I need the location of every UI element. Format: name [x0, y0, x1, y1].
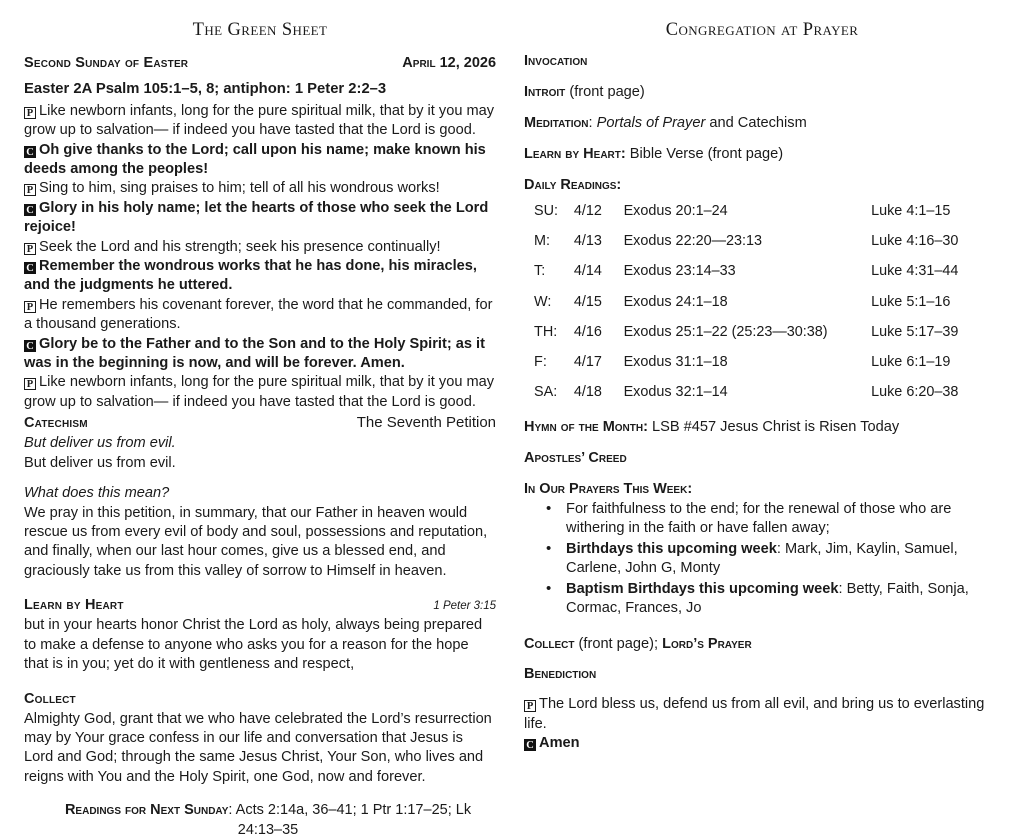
table-row — [524, 348, 1000, 378]
order-item-apostles-creed — [524, 449, 1000, 468]
pastor-marker-icon: P — [24, 243, 36, 255]
introit-label: Introit — [524, 84, 566, 101]
reading-day: F: — [534, 354, 547, 371]
left-column — [16, 20, 508, 838]
prayer-bullet-list — [524, 500, 1000, 618]
order-item-daily-readings — [524, 176, 1000, 195]
table-row — [524, 226, 1000, 256]
right-banner-title: Congregation at Prayer — [665, 20, 859, 40]
reading-date: 4/15 — [573, 293, 602, 310]
learn-by-heart-heading: Learn by Heart — [24, 597, 124, 614]
psalm-verse-text: Like newborn infants, long for the pure spiritual milk, that by it you may grow up to salvation— if indeed you have tasted that the Lord is good. — [24, 374, 495, 410]
order-item-invocation — [524, 52, 1000, 71]
reading-day: T: — [534, 263, 546, 280]
daily-readings-table — [524, 196, 1000, 408]
reading-ot: Exodus 25:1–22 (25:23—30:38) — [623, 323, 828, 340]
learn-by-heart-label: Learn by Heart: — [524, 146, 626, 163]
psalm-verse-list — [24, 102, 496, 413]
reading-date: 4/13 — [573, 232, 602, 249]
learn-by-heart-text: but in your hearts honor Christ the Lord as holy, always being prepared to make a defense to anyone who asks you for a reason for the hope that is in you; yet do it with gentleness and respect, — [24, 617, 483, 673]
order-item-benediction — [524, 665, 1000, 684]
psalm-verse-text: Seek the Lord and his strength; seek his presence continually! — [39, 238, 441, 255]
benediction-verse — [524, 695, 1000, 734]
next-sunday-text: : Acts 2:14a, 36–41; 1 Ptr 1:17–25; Lk 24:13–35 — [228, 802, 472, 838]
order-item-prayers — [524, 480, 1000, 499]
catechism-question: What does this mean? — [24, 485, 170, 502]
learn-by-heart-note: Bible Verse (front page) — [625, 146, 784, 163]
reading-date: 4/14 — [573, 263, 602, 280]
catechism-heading: Catechism — [24, 415, 88, 432]
psalm-verse-text: Glory in his holy name; let the hearts of those who seek the Lord rejoice! — [24, 199, 489, 236]
table-row — [524, 287, 1000, 317]
meditation-colon: : — [588, 115, 593, 132]
reading-ot: Exodus 32:1–14 — [623, 384, 728, 401]
pastor-marker-icon: P — [24, 301, 36, 313]
congregation-marker-icon: C — [524, 739, 536, 751]
psalm-verse — [24, 296, 496, 335]
catechism-petition-label: The Seventh Petition — [356, 414, 497, 432]
list-item — [546, 500, 1000, 539]
catechism-header — [24, 414, 496, 432]
reading-ot: Exodus 22:20—23:13 — [623, 232, 762, 249]
table-row — [524, 196, 1000, 226]
collect-label: Collect — [524, 635, 575, 652]
reading-ot: Exodus 24:1–18 — [623, 293, 728, 310]
collect-text: Almighty God, grant that we who have celebrated the Lord’s resurrection may by Your grace confess in our life and conversation that Jesus is Lord and God; through the same Jesus Christ, Your Son, who lives and reigns with You and the Holy Spirit, one God, now and forever. — [24, 710, 492, 785]
service-header — [24, 54, 496, 72]
pastor-marker-icon: P — [24, 378, 36, 390]
next-sunday-readings — [24, 801, 496, 840]
pastor-marker-icon: P — [24, 107, 36, 119]
learn-by-heart-citation: 1 Peter 3:15 — [433, 600, 497, 613]
psalm-verse — [24, 257, 496, 296]
order-item-introit — [524, 83, 1000, 102]
prayer-text: : Mark, Jim, Kaylin, Samuel, Carlene, John G, Monty — [566, 540, 958, 577]
benediction-verse-text: The Lord bless us, defend us from all evil, and bring us to everlasting life. — [524, 696, 985, 732]
psalm-verse — [24, 179, 496, 198]
reading-ot: Exodus 20:1–24 — [623, 202, 728, 219]
order-item-collect — [524, 635, 1000, 654]
prayer-bold-label: Baptism Birthdays this upcoming week — [566, 580, 839, 597]
psalm-verse-text: He remembers his covenant forever, the word that he commanded, for a thousand generations. — [24, 296, 493, 333]
congregation-marker-icon: C — [24, 204, 36, 216]
congregation-marker-icon: C — [24, 262, 36, 274]
order-item-hymn — [524, 418, 1000, 437]
reading-day: SA: — [534, 384, 558, 401]
reading-nt: Luke 6:1–19 — [871, 354, 951, 371]
reading-nt: Luke 4:1–15 — [871, 202, 951, 219]
psalm-verse-text: Sing to him, sing praises to him; tell of all his wondrous works! — [39, 180, 440, 197]
pastor-marker-icon: P — [24, 184, 36, 196]
psalm-verse — [24, 335, 496, 374]
reading-date: 4/18 — [573, 384, 602, 401]
reading-ot: Exodus 31:1–18 — [623, 354, 728, 371]
pastor-marker-icon: P — [524, 700, 536, 712]
service-date: April 12, 2026 — [402, 55, 497, 72]
congregation-marker-icon: C — [24, 340, 36, 352]
psalm-verse — [24, 141, 496, 180]
psalm-verse-text: Like newborn infants, long for the pure spiritual milk, that by it you may grow up to salvation— if indeed you have tasted that the Lord is good. — [24, 102, 495, 139]
reading-nt: Luke 5:17–39 — [871, 323, 959, 340]
table-row — [524, 257, 1000, 287]
introit-note: (front page) — [565, 84, 645, 101]
next-sunday-label: Readings for Next Sunday — [64, 802, 229, 819]
apostles-creed-label: Apostles’ Creed — [524, 450, 627, 467]
reading-day: M: — [534, 232, 551, 249]
prayer-text: : Betty, Faith, Sonja, Cormac, Frances, Jo — [566, 580, 969, 617]
table-row — [524, 378, 1000, 408]
reading-nt: Luke 6:20–38 — [871, 384, 959, 401]
reading-day: TH: — [534, 323, 558, 340]
prayer-text: For faithfulness to the end; for the renewal of those who are withering in the faith or have fallen away; — [566, 501, 952, 537]
hymn-value: LSB #457 Jesus Christ is Risen Today — [647, 419, 900, 436]
psalm-verse — [24, 238, 496, 257]
psalm-verse-text: Remember the wondrous works that he has done, his miracles, and the judgments he uttered. — [24, 257, 477, 294]
occasion-title: Second Sunday of Easter — [24, 55, 189, 72]
left-banner-title: The Green Sheet — [192, 20, 328, 40]
benediction-label: Benediction — [524, 666, 597, 683]
psalm-verse — [24, 199, 496, 238]
catechism-petition-italic: But deliver us from evil. — [24, 435, 176, 452]
reading-nt: Luke 4:31–44 — [871, 263, 959, 280]
collect-note: (front page); — [574, 635, 663, 652]
psalm-verse — [24, 102, 496, 141]
list-item — [546, 540, 1000, 579]
prayers-label: In Our Prayers This Week: — [524, 481, 693, 498]
learn-by-heart-header — [24, 596, 496, 614]
table-row — [524, 317, 1000, 347]
meditation-label: Meditation — [524, 115, 589, 132]
invocation-label: Invocation — [524, 53, 588, 70]
reading-day: W: — [534, 293, 552, 310]
list-item — [546, 580, 1000, 619]
order-item-meditation — [524, 114, 1000, 133]
reading-nt: Luke 5:1–16 — [871, 293, 951, 310]
psalm-verse — [24, 373, 496, 412]
reading-date: 4/16 — [573, 323, 602, 340]
prayer-bold-label: Birthdays this upcoming week — [566, 540, 777, 557]
daily-readings-label: Daily Readings: — [524, 177, 622, 194]
benediction-verse-text: Amen — [539, 735, 580, 752]
catechism-answer: We pray in this petition, in summary, that our Father in heaven would rescue us from every evil of body and soul, possessions and reputation, and finally, when our last hour comes, give us a blessed end, and graciously take us from this valley of sorrow to Himself in heaven. — [24, 504, 488, 579]
psalm-verse-text: Glory be to the Father and to the Son and to the Holy Spirit; as it was in the beginning is now, and will be forever. Amen. — [24, 335, 485, 371]
benediction-verse — [524, 734, 1000, 753]
lords-prayer-label: Lord’s Prayer — [662, 635, 752, 652]
reading-day: SU: — [534, 202, 559, 219]
reading-date: 4/12 — [573, 202, 602, 219]
reading-nt: Luke 4:16–30 — [871, 232, 959, 249]
meditation-tail: and Catechism — [705, 115, 807, 132]
order-item-learn-by-heart — [524, 145, 1000, 164]
hymn-label: Hymn of the Month: — [524, 419, 648, 436]
reading-date: 4/17 — [573, 354, 602, 371]
psalm-verse-text: Oh give thanks to the Lord; call upon his name; make known his deeds among the peoples! — [24, 141, 486, 177]
congregation-marker-icon: C — [24, 146, 36, 158]
catechism-petition-plain: But deliver us from evil. — [24, 454, 176, 471]
collect-heading: Collect — [24, 690, 76, 707]
psalm-title: Easter 2A Psalm 105:1–5, 8; antiphon: 1 Peter 2:2–3 — [24, 81, 387, 98]
meditation-title: Portals of Prayer — [596, 115, 706, 132]
right-column — [508, 20, 1008, 791]
reading-ot: Exodus 23:14–33 — [623, 263, 736, 280]
